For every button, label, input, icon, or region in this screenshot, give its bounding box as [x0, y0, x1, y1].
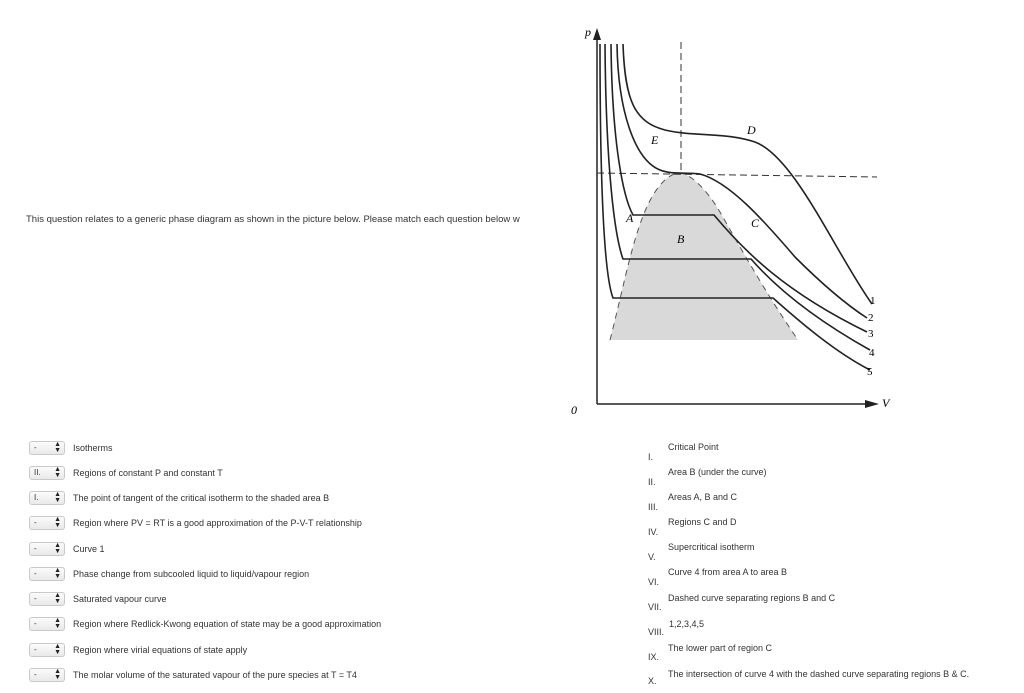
answer-number: IV. [648, 527, 659, 537]
p-axis-arrow [593, 28, 601, 40]
answer-number: X. [648, 676, 657, 686]
two-phase-dome [610, 173, 798, 340]
question-row [29, 564, 309, 584]
answer-select[interactable] [29, 516, 65, 530]
answer-text: Dashed curve separating regions B and C [668, 593, 836, 603]
updown-arrows-icon: ▲ ▼ [54, 441, 61, 454]
select-value: - [34, 670, 37, 679]
answer-select[interactable] [29, 491, 65, 505]
answer-text: The intersection of curve 4 with the dashed curve separating regions B & C. [668, 669, 970, 679]
answer-text: 1,2,3,4,5 [669, 619, 705, 629]
answer-select[interactable] [29, 466, 65, 480]
answer-number: VIII. [648, 627, 665, 637]
answer-text: Curve 4 from area A to area B [668, 567, 788, 577]
select-value: - [34, 594, 37, 603]
question-row [29, 665, 357, 685]
answer-number: IX. [648, 652, 660, 662]
updown-arrows-icon: ▲ ▼ [54, 542, 61, 555]
question-row [29, 539, 105, 559]
curve-number-1: 1 [870, 295, 876, 307]
curve-number-2: 2 [868, 312, 874, 324]
answer-select[interactable] [29, 567, 65, 581]
answer-text: Supercritical isotherm [668, 542, 755, 552]
select-value: - [34, 619, 37, 628]
question-intro: This question relates to a generic phase diagram as shown in the picture below. Please match each question below w [26, 214, 520, 225]
question-row [29, 614, 381, 634]
p-axis-label: p [585, 25, 591, 39]
updown-arrows-icon: ▲ ▼ [54, 643, 61, 656]
curve-number-4: 4 [869, 347, 875, 359]
updown-arrows-icon: ▲ ▼ [54, 466, 61, 479]
answer-text: Regions C and D [668, 517, 737, 527]
updown-arrows-icon: ▲ ▼ [54, 668, 61, 681]
question-text: Phase change from subcooled liquid to liquid/vapour region [73, 569, 310, 579]
updown-arrows-icon: ▲ ▼ [54, 617, 61, 630]
question-text: The molar volume of the saturated vapour of the pure species at T = T4 [73, 670, 357, 680]
region-label-c: C [751, 216, 760, 230]
answer-select[interactable] [29, 592, 65, 606]
question-text: Region where PV = RT is a good approximation of the P-V-T relationship [73, 518, 362, 528]
question-text: Regions of constant P and constant T [73, 468, 223, 478]
region-label-a: A [626, 211, 634, 225]
answer-select[interactable] [29, 668, 65, 682]
v-axis-arrow [865, 400, 879, 408]
region-label-d: D [747, 123, 756, 137]
updown-arrows-icon: ▲ ▼ [54, 491, 61, 504]
question-text: Isotherms [73, 443, 113, 453]
answer-select[interactable] [29, 542, 65, 556]
origin-label: 0 [571, 403, 577, 417]
answer-number: VI. [648, 577, 660, 587]
answer-text: Critical Point [668, 442, 719, 452]
answer-text: Area B (under the curve) [668, 467, 767, 477]
question-row [29, 438, 113, 458]
question-row [29, 463, 223, 483]
answer-select[interactable] [29, 617, 65, 631]
updown-arrows-icon: ▲ ▼ [54, 592, 61, 605]
question-row [29, 513, 362, 533]
curve-number-5: 5 [867, 366, 873, 378]
select-value: I. [34, 493, 39, 502]
curve-number-3: 3 [868, 328, 874, 340]
question-row [29, 589, 167, 609]
answer-select[interactable] [29, 643, 65, 657]
select-value: - [34, 518, 37, 527]
updown-arrows-icon: ▲ ▼ [54, 567, 61, 580]
critical-pressure-line [597, 173, 877, 177]
question-row [29, 488, 329, 508]
v-axis-label: V [882, 396, 890, 410]
answer-number: III. [648, 502, 659, 512]
select-value: - [34, 544, 37, 553]
question-text: Saturated vapour curve [73, 594, 167, 604]
select-value: - [34, 645, 37, 654]
select-value: - [34, 443, 37, 452]
answer-text: The lower part of region C [668, 643, 773, 653]
answer-text: Areas A, B and C [668, 492, 738, 502]
updown-arrows-icon: ▲ ▼ [54, 516, 61, 529]
question-text: The point of tangent of the critical isotherm to the shaded area B [73, 493, 330, 503]
question-text: Region where Redlick-Kwong equation of state may be a good approximation [73, 619, 382, 629]
answer-number: II. [648, 477, 656, 487]
select-value: - [34, 569, 37, 578]
phase-diagram [565, 22, 890, 422]
answer-number: V. [648, 552, 656, 562]
answer-select[interactable] [29, 441, 65, 455]
question-text: Region where virial equations of state apply [73, 645, 248, 655]
answer-number: I. [648, 452, 654, 462]
region-label-b: B [677, 232, 685, 246]
question-row [29, 640, 247, 660]
answer-number: VII. [648, 602, 662, 612]
select-value: II. [34, 468, 41, 477]
region-label-e: E [651, 133, 659, 147]
question-text: Curve 1 [73, 544, 105, 554]
